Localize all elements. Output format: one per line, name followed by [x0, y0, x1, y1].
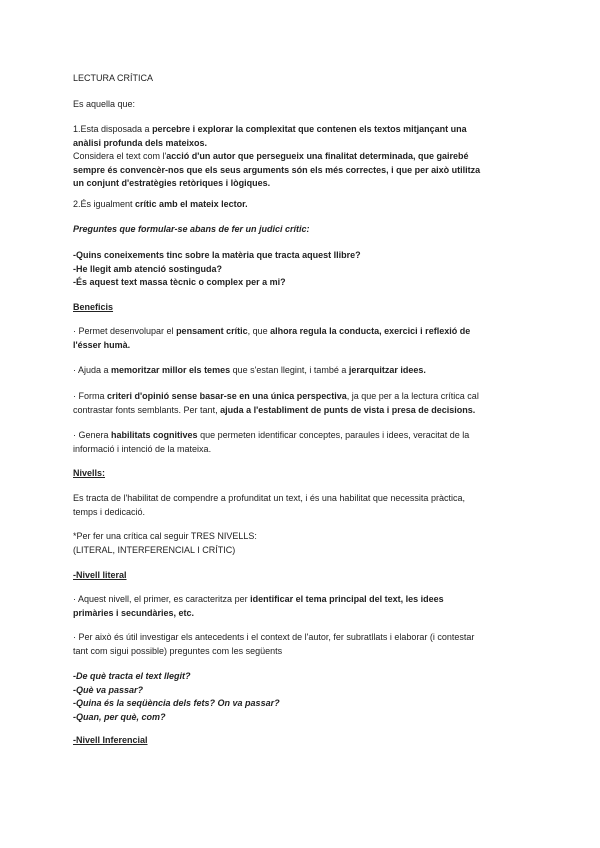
levels-heading-text: Nivells: — [73, 468, 106, 478]
intro-text: Es aquella que: — [73, 99, 136, 109]
bold-text: primàries i secundàries, etc. — [73, 607, 195, 618]
literal-question-item: -Quina és la seqüència dels fets? On va passar? — [73, 698, 280, 708]
text: , que — [247, 326, 271, 336]
line — [73, 607, 533, 621]
text: Es tracta de l'habilitat de compendre a profunditat un text, i és una habilitat que necessita pràctica, — [73, 493, 465, 503]
text: informació i intenció de la mateixa. — [73, 443, 212, 454]
bold-text: alhora regula la conducta, exercici i reflexió de — [270, 326, 471, 336]
questions-list — [73, 249, 533, 290]
text: · Genera — [73, 430, 112, 440]
questions-heading-text: Preguntes que formular-se abans de fer un judici crític: — [73, 224, 310, 234]
questions-heading — [73, 223, 533, 237]
benefits-heading-text: Beneficis — [73, 302, 114, 312]
text: · Ajuda a — [73, 365, 112, 375]
bold-text: pensament crític — [176, 326, 248, 336]
benefit-1 — [73, 325, 533, 352]
bold-text: -He llegit amb atenció sostinguda? — [73, 263, 223, 274]
line — [73, 593, 533, 607]
text: temps i dedicació. — [73, 506, 146, 517]
line — [73, 443, 533, 457]
line — [73, 325, 533, 339]
literal-questions-list — [73, 670, 533, 724]
levels-paragraph-2 — [73, 530, 533, 557]
inferential-heading — [73, 734, 533, 748]
intro-paragraph — [73, 98, 533, 112]
title-text: LECTURA CRÍTICA — [73, 73, 154, 83]
benefit-2 — [73, 364, 533, 378]
literal-heading-text: -Nivell literal — [73, 570, 127, 580]
text: que permeten identificar conceptes, paraules i idees, veracitat de la — [197, 430, 470, 440]
bold-text: ajuda a l'establiment de punts de vista i presa de decisions. — [220, 404, 476, 415]
bold-text: acció d'un autor que persegueix una finalitat determinada, que gairebé — [166, 151, 469, 161]
benefit-3 — [73, 390, 533, 417]
benefit-4 — [73, 429, 533, 456]
question-item — [73, 276, 533, 290]
bold-text: percebre i explorar la complexitat que contenen els textos mitjançant una — [152, 124, 467, 134]
doc-title — [73, 72, 533, 86]
bold-text: crític amb el mateix lector. — [135, 199, 248, 209]
bold-text: un conjunt d'estratègies retòriques i lògiques. — [73, 178, 271, 188]
literal-paragraph-2 — [73, 631, 533, 658]
bold-text: sempre és convencèr-nos que els seus arguments són els més correctes, i que per això utilitza — [73, 164, 481, 175]
line — [73, 198, 533, 212]
line — [73, 364, 533, 378]
line — [73, 404, 533, 418]
text: · Per això és útil investigar els antecedents i el context de l'autor, fer subratllats i elaborar (i contestar — [73, 632, 475, 642]
literal-heading — [73, 569, 533, 583]
line — [73, 390, 533, 404]
levels-heading — [73, 467, 533, 481]
text: tant com sigui possible) preguntes com les següents — [73, 645, 283, 656]
line — [73, 339, 533, 353]
text: · Permet desenvolupar el — [73, 326, 177, 336]
bold-text: l'ésser humà. — [73, 339, 131, 350]
literal-question-item: -Quan, per què, com? — [73, 711, 166, 722]
bold-text: habilitats cognitives — [111, 430, 198, 440]
text: *Per fer una crítica cal seguir TRES NIVELLS: — [73, 531, 257, 541]
bold-text: -Quins coneixements tinc sobre la matèria que tracta aquest llibre? — [73, 250, 361, 260]
line — [73, 164, 533, 178]
text: · Forma — [73, 391, 108, 401]
literal-question-item: -De què tracta el text llegit? — [73, 671, 191, 681]
levels-paragraph-1 — [73, 492, 533, 519]
inferential-heading-text: -Nivell Inferencial — [73, 735, 148, 745]
text: 2.És igualment — [73, 199, 136, 209]
bold-text: -És aquest text massa tècnic o complex per a mi? — [73, 277, 286, 287]
literal-question-item: -Què va passar? — [73, 684, 144, 695]
benefits-heading — [73, 301, 533, 315]
bold-text: identificar el tema principal del text, les idees — [250, 594, 444, 604]
line — [73, 429, 533, 443]
text: , ja que per a la lectura crítica cal — [346, 391, 479, 401]
text: · Aquest nivell, el primer, es caracteritza per — [73, 594, 251, 604]
line — [73, 137, 533, 151]
text: contrastar fonts semblants. Per tant, — [73, 404, 221, 415]
bold-text: anàlisi profunda dels mateixos. — [73, 137, 208, 148]
bold-text: jerarquitzar idees. — [348, 365, 426, 375]
question-item — [73, 249, 533, 263]
bold-text: memoritzar millor els temes — [111, 365, 231, 375]
question-item — [73, 263, 533, 277]
text: que s'estan llegint, i també a — [230, 365, 349, 375]
line — [73, 123, 533, 137]
bold-text: criteri d'opinió sense basar-se en una única perspectiva — [107, 391, 347, 401]
text: (LITERAL, INTERFERENCIAL I CRÍTIC) — [73, 544, 236, 555]
line — [73, 150, 533, 164]
literal-paragraph-1 — [73, 593, 533, 620]
point-2-paragraph — [73, 198, 533, 212]
text: 1.Esta disposada a — [73, 124, 153, 134]
point-1-paragraph — [73, 123, 533, 191]
line — [73, 177, 533, 191]
text: Considera el text com l' — [73, 151, 167, 161]
